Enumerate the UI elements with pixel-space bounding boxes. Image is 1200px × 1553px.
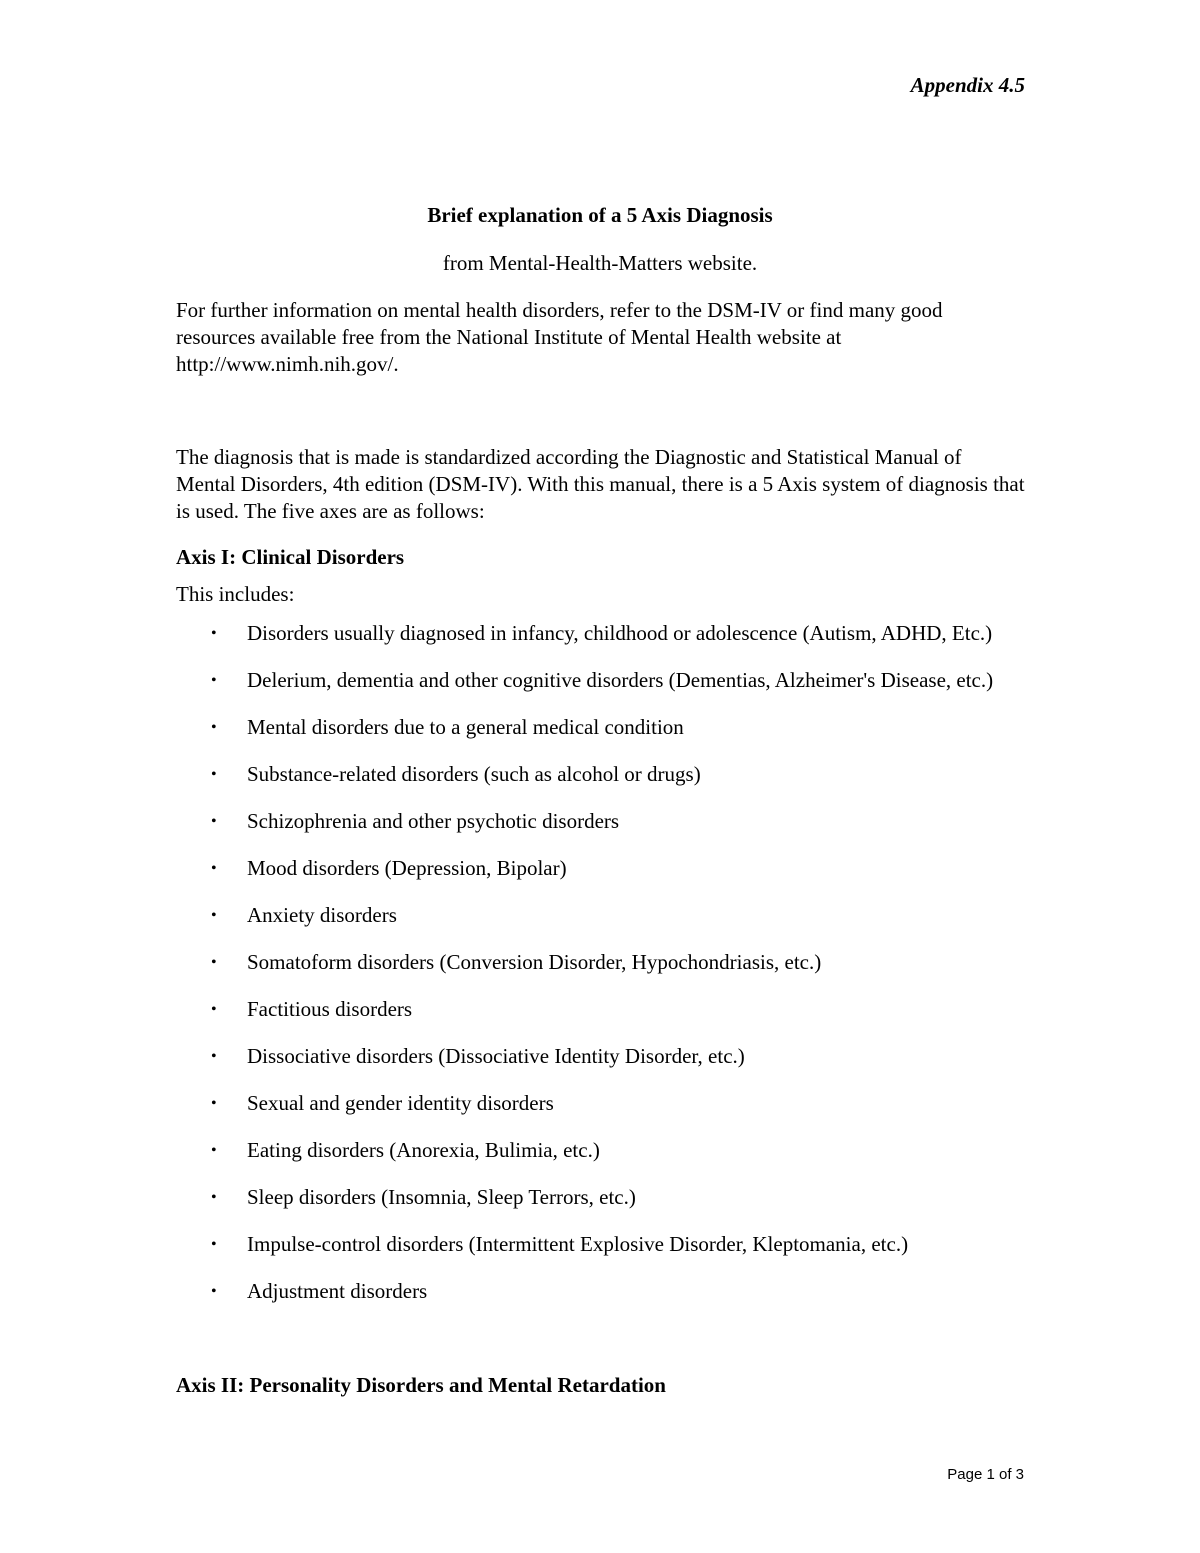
bullet-icon: • — [211, 1283, 217, 1300]
bullet-icon: • — [211, 954, 217, 971]
list-item-text: Adjustment disorders — [247, 1279, 428, 1303]
list-item-text: Sleep disorders (Insomnia, Sleep Terrors, etc.) — [247, 1185, 636, 1209]
list-item — [206, 714, 1026, 741]
bullet-icon: • — [211, 1048, 217, 1065]
list-item — [206, 620, 1026, 647]
includes-label: This includes: — [176, 582, 295, 606]
list-item — [206, 667, 1026, 694]
list-item-text: Factitious disorders — [247, 997, 413, 1021]
bullet-icon: • — [211, 907, 217, 924]
bullet-icon: • — [211, 1142, 217, 1159]
list-item-text: Delerium, dementia and other cognitive disorders (Dementias, Alzheimer's Disease, etc.) — [247, 668, 994, 692]
list-item-text: Schizophrenia and other psychotic disorders — [247, 809, 620, 833]
list-item-text: Dissociative disorders (Dissociative Identity Disorder, etc.) — [247, 1044, 745, 1068]
list-item — [206, 1184, 1026, 1211]
appendix-label: Appendix 4.5 — [910, 73, 1025, 97]
list-item-text: Disorders usually diagnosed in infancy, childhood or adolescence (Autism, ADHD, Etc.) — [247, 621, 993, 645]
bullet-icon: • — [211, 672, 217, 689]
list-item-text: Somatoform disorders (Conversion Disorder, Hypochondriasis, etc.) — [247, 950, 822, 974]
list-item — [206, 808, 1026, 835]
list-item — [206, 761, 1026, 788]
list-item-text: Substance-related disorders (such as alcohol or drugs) — [247, 762, 701, 786]
list-item — [206, 1043, 1026, 1070]
further-info-paragraph: For further information on mental health disorders, refer to the DSM-IV or find many good resources available free from the National Institute of Mental Health website at http://www.nimh.nih.gov/. — [176, 298, 943, 376]
axis1-disorder-list — [206, 620, 1026, 1325]
list-item — [206, 949, 1026, 976]
bullet-icon: • — [211, 1236, 217, 1253]
list-item — [206, 902, 1026, 929]
list-item — [206, 855, 1026, 882]
bullet-icon: • — [211, 813, 217, 830]
list-item-text: Impulse-control disorders (Intermittent Explosive Disorder, Kleptomania, etc.) — [247, 1232, 909, 1256]
list-item-text: Mental disorders due to a general medical condition — [247, 715, 684, 739]
bullet-icon: • — [211, 766, 217, 783]
list-item — [206, 1278, 1026, 1305]
axis1-heading: Axis I: Clinical Disorders — [176, 545, 405, 569]
list-item — [206, 996, 1026, 1023]
list-item-text: Sexual and gender identity disorders — [247, 1091, 554, 1115]
list-item-text: Anxiety disorders — [247, 903, 397, 927]
document-subtitle: from Mental-Health-Matters website. — [442, 251, 758, 275]
list-item-text: Mood disorders (Depression, Bipolar) — [247, 856, 567, 880]
document-title: Brief explanation of a 5 Axis Diagnosis — [427, 203, 773, 227]
bullet-icon: • — [211, 1001, 217, 1018]
list-item — [206, 1231, 1026, 1258]
bullet-icon: • — [211, 1095, 217, 1112]
list-item — [206, 1137, 1026, 1164]
list-item — [206, 1090, 1026, 1117]
bullet-icon: • — [211, 860, 217, 877]
bullet-icon: • — [211, 1189, 217, 1206]
axis2-heading: Axis II: Personality Disorders and Mental Retardation — [176, 1373, 666, 1397]
list-item-text: Eating disorders (Anorexia, Bulimia, etc.) — [247, 1138, 600, 1162]
diagnosis-intro-paragraph: The diagnosis that is made is standardized according the Diagnostic and Statistical Manual of Mental Disorders, 4th edition (DSM-IV). With this manual, there is a 5 Axis system of diagnosis that is used. The five axes are as follows: — [176, 445, 1025, 523]
bullet-icon: • — [211, 719, 217, 736]
bullet-icon: • — [211, 625, 217, 642]
page-number: Page 1 of 3 — [947, 1466, 1024, 1483]
